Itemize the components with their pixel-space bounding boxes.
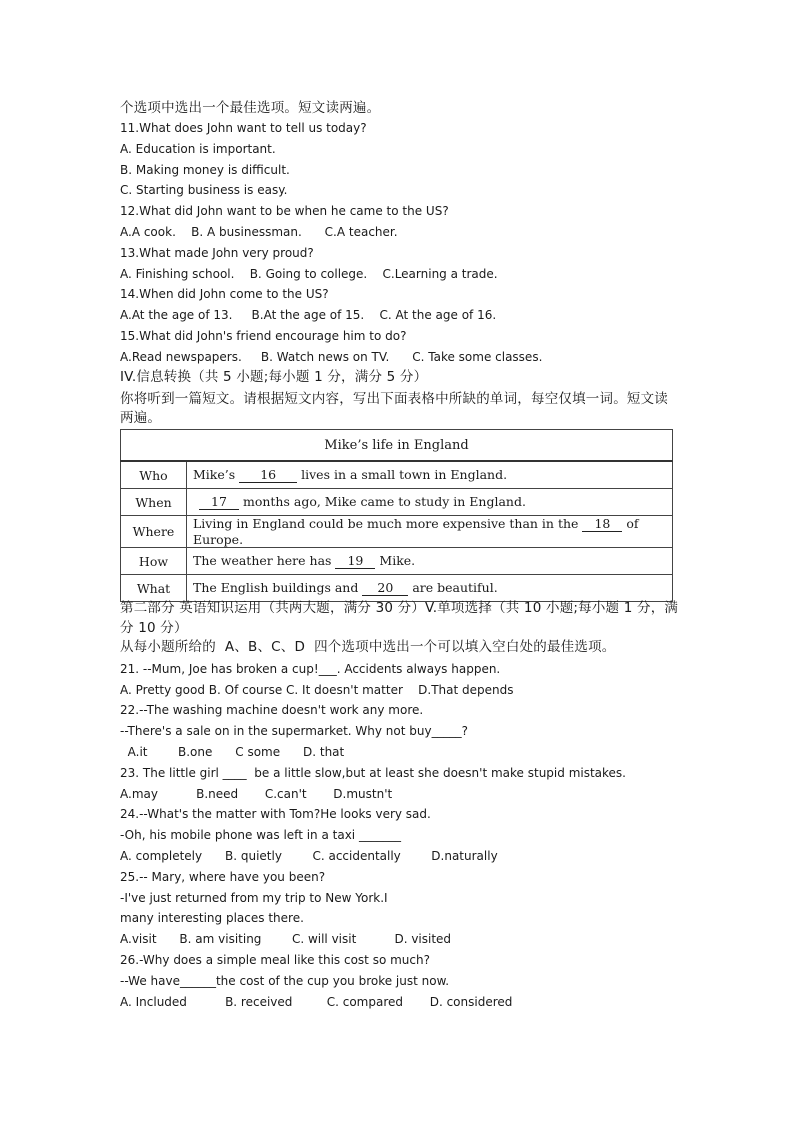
row-text-after: of Europe.	[193, 516, 639, 547]
question-11-option-a: A. Education is important.	[120, 142, 276, 156]
table-row	[121, 516, 673, 548]
question-14-options: A.At the age of 13. B.At the age of 15. C. At the age of 16.	[120, 308, 497, 322]
section-4-instruction: 你将听到一篇短文。请根据短文内容，写出下面表格中所缺的单词，每空仅填一词。短文读两遍。	[120, 391, 668, 426]
question-13-stem: 13.What made John very proud?	[120, 246, 314, 260]
intro-line: 个选项中选出一个最佳选项。短文读两遍。	[120, 100, 381, 116]
question-line: A. Included B. received C. compared D. considered	[120, 995, 513, 1009]
question-15-stem: 15.What did John's friend encourage him to do?	[120, 329, 407, 343]
table-row	[121, 461, 673, 489]
row-text-before: The English buildings and	[193, 580, 363, 595]
row-text-after: Mike.	[375, 553, 416, 568]
row-key: Who	[121, 461, 187, 489]
row-key: When	[121, 489, 187, 516]
question-line: A. Pretty good B. Of course C. It doesn't matter D.That depends	[120, 683, 514, 697]
question-line: 25.-- Mary, where have you been?	[120, 870, 326, 884]
question-line: -Oh, his mobile phone was left in a taxi _______	[120, 828, 401, 842]
question-line: --We have______the cost of the cup you broke just now.	[120, 974, 450, 988]
row-text-before: Mike’s	[193, 467, 240, 482]
question-line: 26.-Why does a simple meal like this cost so much?	[120, 953, 430, 967]
row-text	[187, 548, 673, 575]
section-4-heading: IV.信息转换（共 5 小题;每小题 1 分，满分 5 分）	[120, 369, 428, 385]
question-line: 21. --Mum, Joe has broken a cup!___. Accidents always happen.	[120, 662, 501, 676]
question-11-stem: 11.What does John want to tell us today?	[120, 121, 367, 135]
row-key: How	[121, 548, 187, 575]
question-line: 23. The little girl ____ be a little slow,but at least she doesn't make stupid mistakes.	[120, 766, 626, 780]
question-line: many interesting places there.	[120, 911, 304, 925]
question-line: -I've just returned from my trip to New York.I	[120, 891, 388, 905]
question-line: A.visit B. am visiting C. will visit D. visited	[120, 932, 452, 946]
answer-blank-20[interactable]: 20	[362, 580, 408, 596]
info-table-title: Mike’s life in England	[121, 430, 673, 462]
question-11-option-c: C. Starting business is easy.	[120, 183, 288, 197]
row-text-after: are beautiful.	[408, 580, 498, 595]
answer-blank-16[interactable]: 16	[239, 467, 297, 483]
question-14-stem: 14.When did John come to the US?	[120, 287, 329, 301]
table-row	[121, 548, 673, 575]
info-table	[120, 429, 673, 602]
row-text	[187, 489, 673, 516]
part-2-instruction: 从每小题所给的 A、B、C、D 四个选项中选出一个可以填入空白处的最佳选项。	[120, 639, 616, 655]
answer-blank-18[interactable]: 18	[582, 516, 622, 532]
question-12-options: A.A cook. B. A businessman. C.A teacher.	[120, 225, 398, 239]
question-11-option-b: B. Making money is difficult.	[120, 163, 290, 177]
question-line: A.it B.one C some D. that	[120, 745, 345, 759]
row-text-after: lives in a small town in England.	[297, 467, 508, 482]
question-line: A.may B.need C.can't D.mustn't	[120, 787, 393, 801]
question-line: 24.--What's the matter with Tom?He looks very sad.	[120, 807, 431, 821]
question-15-options: A.Read newspapers. B. Watch news on TV. C. Take some classes.	[120, 350, 543, 364]
question-line: A. completely B. quietly C. accidentally D.naturally	[120, 849, 498, 863]
question-12-stem: 12.What did John want to be when he came to the US?	[120, 204, 449, 218]
row-key: Where	[121, 516, 187, 548]
row-text-before: Living in England could be much more expensive than in the	[193, 516, 583, 531]
question-line: --There's a sale on in the supermarket. Why not buy_____?	[120, 724, 468, 738]
row-text-before: The weather here has	[193, 553, 336, 568]
question-line: 22.--The washing machine doesn't work any more.	[120, 703, 424, 717]
answer-blank-17[interactable]: 17	[199, 494, 239, 510]
answer-blank-19[interactable]: 19	[335, 553, 375, 569]
question-13-options: A. Finishing school. B. Going to college. C.Learning a trade.	[120, 267, 498, 281]
row-text	[187, 461, 673, 489]
row-text-after: months ago, Mike came to study in England.	[239, 494, 526, 509]
part-2-heading: 第二部分 英语知识运用（共两大题，满分 30 分）V.单项选择（共 10 小题;每小题 1 分，满分 10 分）	[120, 600, 679, 636]
table-row	[121, 489, 673, 516]
row-key: What	[121, 575, 187, 602]
row-text	[187, 516, 673, 548]
